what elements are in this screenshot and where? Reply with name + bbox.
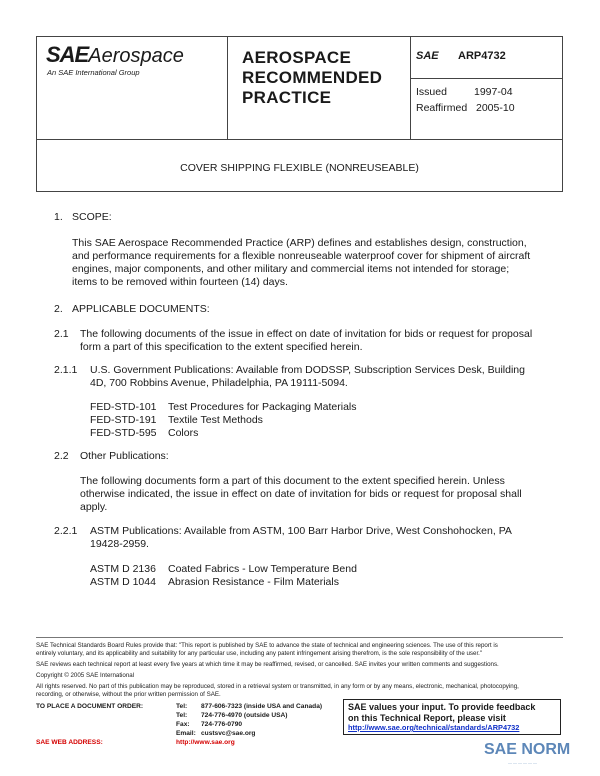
section-number: 2.1 — [54, 328, 69, 340]
fed-reference-list — [90, 401, 357, 440]
sae-norm-watermark-logo: SAE NORM — [484, 741, 571, 758]
section-paragraph: The following documents of the issue in effect on date of invitation for bids or request for proposal form a part of this specification to the extent specified herein. — [80, 328, 533, 353]
sae-aerospace-logo — [46, 42, 184, 68]
feedback-box: SAE values your input. To provide feedback on this Technical Report, please visit http://www.sae.org/technical/standards/ARP4732 — [343, 699, 561, 735]
tel-label: Tel: — [176, 703, 188, 710]
issued-label: Issued — [416, 86, 447, 98]
reference-item: FED-STD-595 Colors — [90, 427, 199, 439]
header-divider — [410, 78, 563, 79]
review-statement: SAE reviews each technical report at least every five years at which time it may be reaffirmed, revised, or cancelled. SAE invites your written comments and suggestions. — [36, 661, 499, 668]
astm-reference-list — [90, 563, 357, 589]
header-divider — [227, 36, 228, 140]
fax-label: Fax: — [176, 721, 190, 728]
standards-board-rules: SAE Technical Standards Board Rules provide that: "This report is published by SAE to advance the state of technical and engineering sciences. The use of this report is entirely voluntary, and its applicability and suitability for any particular use, including any patent infringement arising therefrom, is the sole responsibility of the user." — [36, 642, 498, 657]
header-divider — [410, 36, 411, 140]
reaffirmed-date: 2005-10 — [476, 102, 515, 114]
reference-item: ASTM D 1044 Abrasion Resistance - Film Materials — [90, 576, 339, 588]
section-heading: SCOPE: — [72, 211, 112, 223]
section-paragraph: U.S. Government Publications: Available from DODSSP, Subscription Services Desk, Building 4D, 700 Robbins Avenue, Philadelphia, PA 19111-5094. — [90, 364, 525, 389]
reference-item: ASTM D 2136 Coated Fabrics - Low Temperature Bend — [90, 563, 357, 575]
document-type-title: AEROSPACE RECOMMENDED PRACTICE — [242, 48, 383, 107]
section-number: 1. — [54, 211, 63, 223]
section-heading: Other Publications: — [80, 450, 169, 462]
web-address-label: SAE WEB ADDRESS: — [36, 739, 103, 746]
logo-aerospace-text: Aerospace — [88, 45, 184, 67]
scope-paragraph: This SAE Aerospace Recommended Practice (ARP) defines and establishes design, construction, and performance requirements for a flexible nonreuseable waterproof cover for shipment of aircraft engines, major components, and other military and commercial items not intended for storage; items to be removed within fourteen (14) days. — [72, 237, 531, 288]
section-paragraph: ASTM Publications: Available from ASTM, 100 Barr Harbor Drive, West Conshohocken, PA 19428-2959. — [90, 525, 512, 550]
section-number: 2.2 — [54, 450, 69, 462]
logo-sae-text: SAE — [46, 42, 89, 67]
sae-norm-watermark-underline: —————— — [508, 760, 538, 765]
email-label: Email: — [176, 730, 196, 737]
copyright-line: Copyright © 2005 SAE International — [36, 672, 135, 679]
rights-statement: All rights reserved. No part of this publication may be reproduced, stored in a retrieval system or transmitted, in any form or by any means, electronic, mechanical, photocopying, recording, or otherwise, without the prior written permission of SAE. — [36, 683, 519, 698]
document-number: ARP4732 — [458, 50, 506, 62]
sae-mark: SAE — [416, 50, 439, 62]
section-heading: APPLICABLE DOCUMENTS: — [72, 303, 210, 315]
web-address-link[interactable]: http://www.sae.org — [176, 739, 235, 746]
section-number: 2. — [54, 303, 63, 315]
document-title: COVER SHIPPING FLEXIBLE (NONREUSEABLE) — [180, 162, 419, 174]
feedback-link[interactable]: http://www.sae.org/technical/standards/ARP4732 — [348, 723, 520, 732]
reaffirmed-label: Reaffirmed — [416, 102, 468, 114]
email-link[interactable]: custsvc@sae.org — [201, 730, 256, 737]
reference-item: FED-STD-191 Textile Test Methods — [90, 414, 263, 426]
issued-date: 1997-04 — [474, 86, 513, 98]
section-paragraph: The following documents form a part of this document to the extent specified herein. Unless otherwise indicated, the issue in effect on date of invitation for bids or request for proposal shall apply. — [80, 475, 522, 513]
section-number: 2.2.1 — [54, 525, 78, 537]
order-label: TO PLACE A DOCUMENT ORDER: — [36, 703, 144, 710]
tel-value[interactable]: 724-776-4970 (outside USA) — [201, 712, 288, 719]
footer-rule — [36, 637, 563, 638]
reference-item: FED-STD-101 Test Procedures for Packaging Materials — [90, 401, 357, 413]
fax-value: 724-776-0790 — [201, 721, 243, 728]
tel-value[interactable]: 877-606-7323 (inside USA and Canada) — [201, 703, 323, 710]
section-number: 2.1.1 — [54, 364, 78, 376]
logo-subtitle: An SAE International Group — [47, 68, 140, 77]
tel-label: Tel: — [176, 712, 188, 719]
